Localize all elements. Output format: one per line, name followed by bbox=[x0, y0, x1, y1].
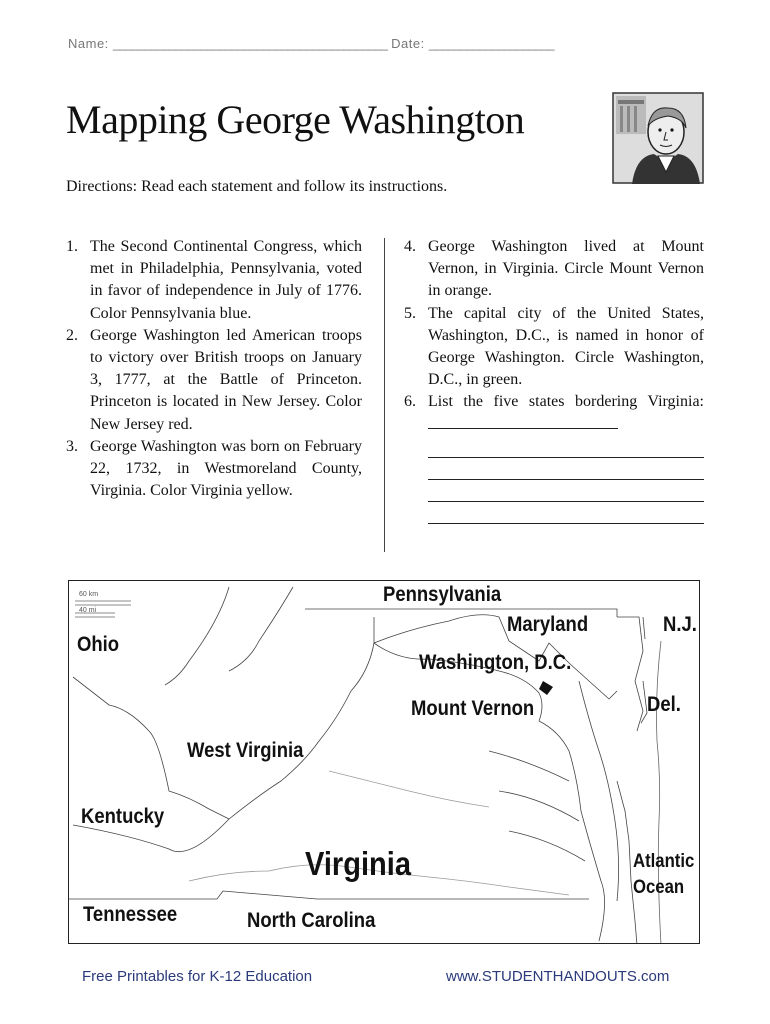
instruction-item bbox=[404, 391, 704, 435]
item-text: The Second Continental Congress, which met in Philadelphia, Pennsylvania, voted in favor of independence in July of 1776. Color Pennsylvania blue. bbox=[90, 238, 362, 322]
date-label: Date: bbox=[391, 36, 425, 51]
item-number: 1. bbox=[66, 238, 78, 255]
map-outlines bbox=[69, 581, 700, 944]
map-label-atlantic: Atlantic bbox=[633, 851, 695, 872]
map-label-tennessee: Tennessee bbox=[83, 903, 178, 926]
instruction-item bbox=[66, 436, 362, 503]
instruction-item bbox=[66, 325, 362, 436]
map-label-pennsylvania: Pennsylvania bbox=[383, 583, 502, 606]
instructions-left-column bbox=[66, 236, 362, 502]
column-divider bbox=[384, 238, 385, 552]
scale-km-label: 60 km bbox=[79, 591, 99, 598]
map-label-delaware: Del. bbox=[647, 693, 681, 716]
instructions-right-column bbox=[404, 236, 704, 524]
date-blank[interactable]: ____________________ bbox=[428, 36, 554, 51]
map-label-west-virginia: West Virginia bbox=[187, 739, 304, 762]
item-number: 4. bbox=[404, 238, 416, 255]
name-blank[interactable]: ____________________________________________ bbox=[112, 36, 388, 51]
map-label-ocean: Ocean bbox=[633, 877, 685, 898]
answer-blank-5[interactable] bbox=[428, 502, 704, 524]
map-label-kentucky: Kentucky bbox=[81, 805, 165, 828]
name-date-line bbox=[68, 36, 708, 51]
map-label-virginia: Virginia bbox=[305, 845, 411, 882]
answer-blank-1[interactable] bbox=[428, 414, 618, 429]
map-label-dc: Washington, D.C. bbox=[419, 651, 572, 674]
scale-mi-label: 40 mi bbox=[79, 607, 97, 614]
item-text: George Washington was born on February 22, 1732, in Westmoreland County, Virginia. Color Virginia yellow. bbox=[90, 437, 362, 500]
answer-blank-3[interactable] bbox=[428, 458, 704, 480]
directions-text: Directions: Read each statement and follow its instructions. bbox=[66, 178, 448, 195]
item-text: The capital city of the United States, Washington, D.C., is named in honor of George Washington. Circle Washington, D.C., in green. bbox=[428, 304, 704, 389]
item-text: George Washington led American troops to victory over British troops on January 3, 1777, at the Battle of Princeton. Princeton is located in New Jersey. Color New Jersey red. bbox=[90, 326, 362, 433]
answer-blank-2[interactable] bbox=[428, 436, 704, 458]
page-title: Mapping George Washington bbox=[66, 97, 525, 142]
washington-portrait-icon bbox=[612, 92, 704, 184]
instruction-item bbox=[66, 236, 362, 325]
item-text: George Washington lived at Mount Vernon, in Virginia. Circle Mount Vernon in orange. bbox=[428, 238, 704, 300]
item-number: 3. bbox=[66, 437, 78, 455]
map-label-mount-vernon: Mount Vernon bbox=[411, 697, 535, 720]
item-text bbox=[428, 391, 704, 435]
answer-blank-4[interactable] bbox=[428, 480, 704, 502]
virginia-map bbox=[68, 580, 700, 944]
map-label-nj: N.J. bbox=[663, 613, 697, 636]
states-question: List the five states bordering Virginia: bbox=[428, 393, 704, 411]
instruction-item bbox=[404, 303, 704, 392]
map-label-maryland: Maryland bbox=[507, 613, 589, 636]
footer-left-text: Free Printables for K-12 Education bbox=[82, 968, 313, 985]
item-number: 2. bbox=[66, 326, 78, 344]
map-label-ohio: Ohio bbox=[77, 633, 120, 656]
item-number: 6. bbox=[404, 393, 416, 411]
footer-website-link[interactable]: www.STUDENTHANDOUTS.com bbox=[446, 968, 670, 985]
instruction-item bbox=[404, 236, 704, 303]
item-number: 5. bbox=[404, 304, 416, 322]
mount-vernon-marker bbox=[539, 681, 553, 695]
name-label: Name: bbox=[68, 36, 109, 51]
map-label-north-carolina: North Carolina bbox=[247, 909, 376, 932]
